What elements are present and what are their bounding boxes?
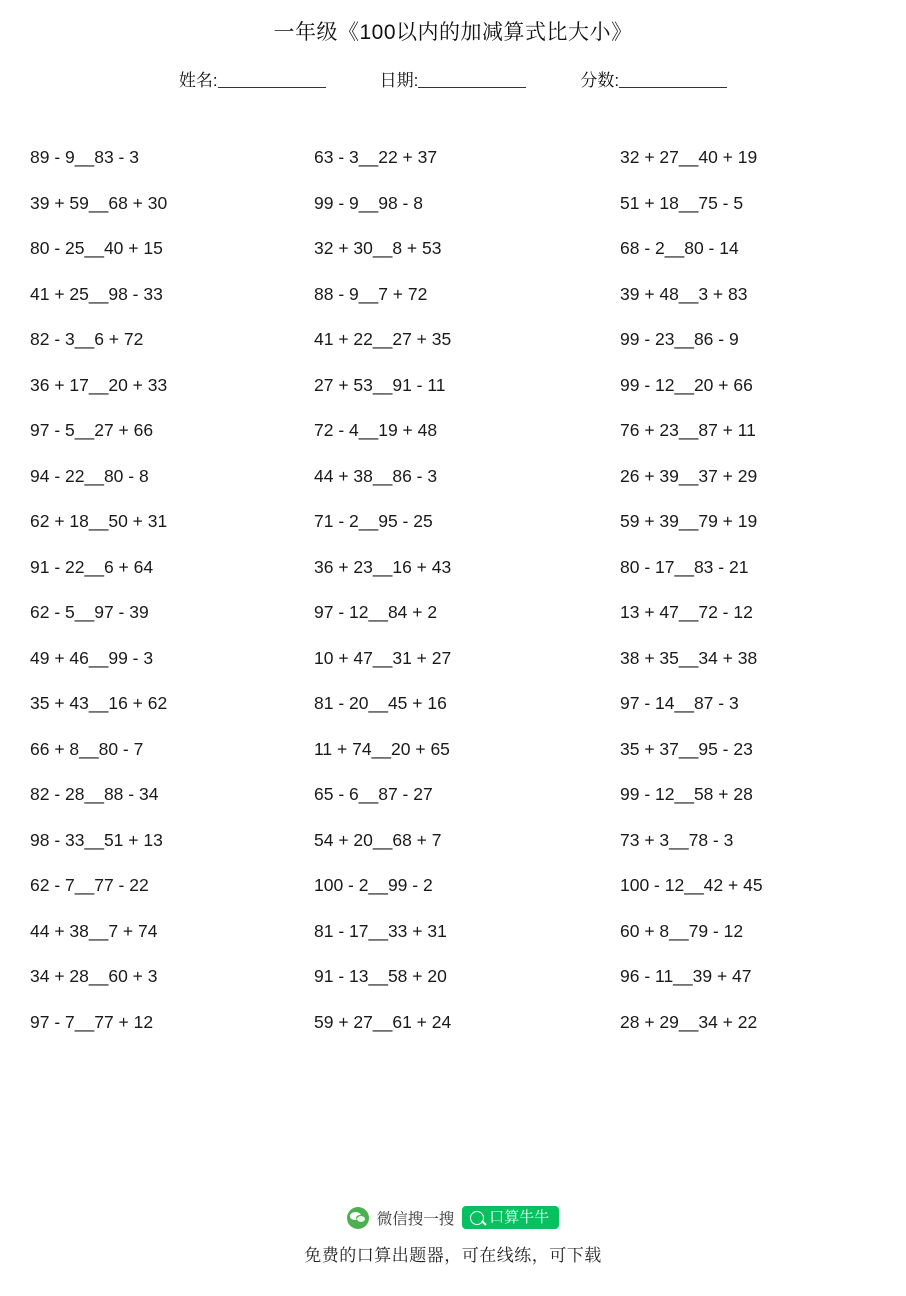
problem-item: 59 + 27__61 + 24 — [314, 1011, 452, 1032]
problem-item: 65 - 6__87 - 27 — [314, 784, 433, 804]
wechat-icon — [347, 1207, 369, 1229]
problem-item: 44 + 38__7 + 74 — [30, 920, 158, 941]
problem-column-3 — [570, 135, 876, 1045]
problem-item: 13 + 47__72 - 12 — [620, 602, 753, 622]
problem-item: 99 - 9__98 - 8 — [314, 192, 423, 213]
problem-item: 96 - 11__39 + 47 — [620, 966, 752, 986]
problem-columns — [0, 135, 906, 1045]
search-keyword-button[interactable] — [462, 1206, 559, 1229]
problem-item: 62 - 5__97 - 39 — [30, 602, 149, 622]
problem-item: 80 - 17__83 - 21 — [620, 556, 749, 577]
problem-item: 88 - 9__7 + 72 — [314, 283, 428, 304]
problem-item: 41 + 22__27 + 35 — [314, 329, 452, 349]
worksheet-page — [0, 16, 906, 1296]
problem-item: 97 - 14__87 - 3 — [620, 693, 739, 713]
problem-item: 99 - 23__86 - 9 — [620, 329, 739, 349]
problem-item: 32 + 30__8 + 53 — [314, 238, 442, 258]
problem-item: 36 + 23__16 + 43 — [314, 556, 452, 577]
date-blank[interactable] — [418, 73, 526, 88]
problem-item: 39 + 48__3 + 83 — [620, 283, 748, 304]
footer-note: 免费的口算出题器，可在线练，可下载 — [304, 1246, 602, 1265]
search-icon — [470, 1211, 484, 1225]
wechat-promo-row — [0, 1206, 906, 1229]
problem-item: 36 + 17__20 + 33 — [30, 374, 168, 395]
problem-item: 89 - 9__83 - 3 — [30, 147, 139, 167]
problem-item: 38 + 35__34 + 38 — [620, 647, 758, 668]
problem-item: 97 - 7__77 + 12 — [30, 1011, 154, 1032]
problem-item: 35 + 37__95 - 23 — [620, 738, 753, 759]
score-label: 分数: — [580, 71, 620, 90]
meta-fields — [0, 66, 906, 91]
name-blank[interactable] — [218, 73, 326, 88]
problem-item: 81 - 17__33 + 31 — [314, 920, 447, 941]
problem-item: 51 + 18__75 - 5 — [620, 192, 744, 213]
name-label: 姓名: — [178, 71, 218, 90]
problem-item: 100 - 2__99 - 2 — [314, 875, 433, 895]
problem-item: 26 + 39__37 + 29 — [620, 465, 758, 486]
problem-item: 71 - 2__95 - 25 — [314, 511, 433, 531]
problem-item: 10 + 47__31 + 27 — [314, 647, 452, 668]
problem-item: 59 + 39__79 + 19 — [620, 511, 758, 531]
problem-item: 11 + 74__20 + 65 — [314, 738, 450, 759]
problem-item: 44 + 38__86 - 3 — [314, 465, 438, 486]
problem-item: 98 - 33__51 + 13 — [30, 829, 163, 850]
problem-column-1 — [30, 135, 286, 1045]
problem-item: 82 - 28__88 - 34 — [30, 784, 159, 804]
problem-item: 63 - 3__22 + 37 — [314, 147, 438, 167]
problem-item: 62 - 7__77 - 22 — [30, 875, 149, 895]
date-label: 日期: — [379, 71, 419, 90]
problem-item: 68 - 2__80 - 14 — [620, 238, 739, 258]
problem-item: 81 - 20__45 + 16 — [314, 693, 447, 713]
name-field — [179, 66, 326, 91]
problem-item: 41 + 25__98 - 33 — [30, 283, 163, 304]
problem-item: 76 + 23__87 + 11 — [620, 420, 756, 440]
problem-item: 91 - 22__6 + 64 — [30, 556, 154, 577]
page-title: 一年级《100以内的加减算式比大小》 — [273, 21, 633, 44]
problem-item: 62 + 18__50 + 31 — [30, 511, 168, 531]
search-keyword-label: 口算牛牛 — [489, 1209, 550, 1226]
wechat-search-label: 微信搜一搜 — [376, 1210, 455, 1228]
problem-item: 32 + 27__40 + 19 — [620, 147, 758, 167]
score-blank[interactable] — [619, 73, 727, 88]
problem-item: 60 + 8__79 - 12 — [620, 920, 744, 941]
problem-item: 28 + 29__34 + 22 — [620, 1011, 758, 1032]
problem-item: 80 - 25__40 + 15 — [30, 238, 163, 258]
problem-item: 97 - 12__84 + 2 — [314, 602, 438, 622]
problem-item: 34 + 28__60 + 3 — [30, 966, 158, 986]
problem-item: 73 + 3__78 - 3 — [620, 829, 734, 850]
problem-item: 27 + 53__91 - 11 — [314, 374, 446, 395]
date-field — [380, 66, 527, 91]
problem-item: 94 - 22__80 - 8 — [30, 465, 149, 486]
problem-item: 72 - 4__19 + 48 — [314, 420, 438, 440]
problem-item: 66 + 8__80 - 7 — [30, 738, 144, 759]
problem-item: 35 + 43__16 + 62 — [30, 693, 168, 713]
footer — [0, 1206, 906, 1266]
problem-item: 54 + 20__68 + 7 — [314, 829, 442, 850]
problem-column-2 — [286, 135, 570, 1045]
problem-item: 49 + 46__99 - 3 — [30, 647, 154, 668]
problem-item: 100 - 12__42 + 45 — [620, 875, 763, 895]
problem-item: 99 - 12__20 + 66 — [620, 374, 753, 395]
score-field — [580, 66, 727, 91]
problem-item: 97 - 5__27 + 66 — [30, 420, 154, 440]
problem-item: 82 - 3__6 + 72 — [30, 329, 144, 349]
problem-item: 99 - 12__58 + 28 — [620, 784, 753, 804]
problem-item: 39 + 59__68 + 30 — [30, 192, 168, 213]
problem-item: 91 - 13__58 + 20 — [314, 966, 447, 986]
